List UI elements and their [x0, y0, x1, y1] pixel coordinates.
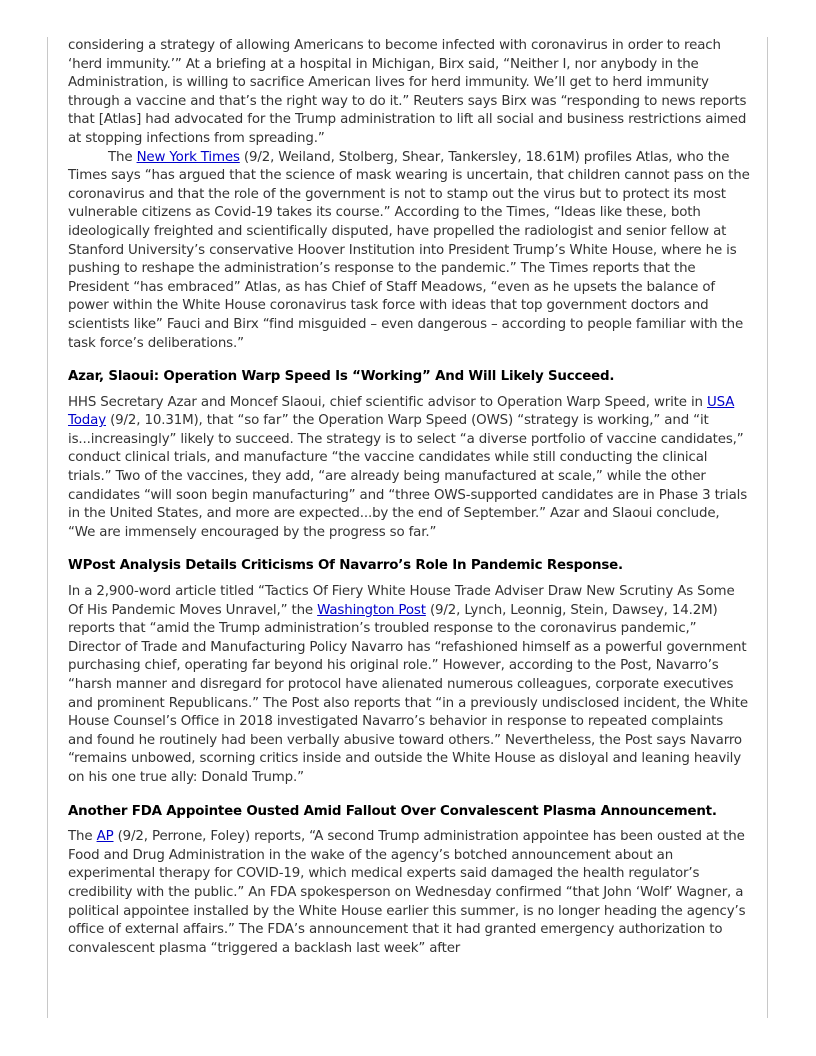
- paragraph-text: The: [68, 829, 97, 845]
- usa-today-link[interactable]: USA Today: [68, 394, 735, 429]
- ap-link[interactable]: AP: [96, 829, 114, 845]
- paragraph-text: (9/2, Perrone, Foley) reports, “A second Trump administration appointee has been ousted at the Food and Drug Administration in the wake of the agency’s botched announcement about an experimental therapy for COVID-19, which medical experts said damaged the health regulator’s credibility with the public.” An FDA spokesperson on Wednesday confirmed “that John ‘Wolf’ Wagner, a political appointee installed by the White House earlier this summer, is no longer heading the agency’s office of external affairs.” The FDA’s announcement that it had granted emergency authorization to convalescent plasma “triggered a backlash last week” after: [68, 829, 746, 956]
- article-headline: WPost Analysis Details Criticisms Of Navarro’s Role In Pandemic Response.: [68, 558, 623, 574]
- article-navarro: [68, 557, 750, 787]
- paragraph: [68, 394, 750, 543]
- paragraph-text: (9/2, 10.31M), that “so far” the Operation Warp Speed (OWS) “strategy is working,” and “it is...increasingly” likely to succeed. The strategy is to select “a diverse portfolio of vaccine candidates,” conduct clinical trials, and manufacture “the vaccine candidates while still conducting the clinical trials.” Two of the vaccines, they add, “are already being manufactured at scale,” while the other candidates “will soon begin manufacturing” and “three OWS-supported candidates are in Phase 3 trials in the United States, and more are expected...by the end of September.” Azar and Slaoui conclude, “We are immensely encouraged by the progress so far.”: [68, 413, 748, 540]
- article-fda-appointee: [68, 803, 750, 959]
- paragraph: [68, 828, 750, 958]
- washington-post-link[interactable]: Washington Post: [317, 602, 426, 618]
- paragraph-text: In a 2,900-word article titled “Tactics Of Fiery White House Trade Adviser Draw New Scrutiny As Some Of His Pandemic Moves Unravel,” the: [68, 584, 735, 618]
- paragraph-text: (9/2, Lynch, Leonnig, Stein, Dawsey, 14.2M) reports that “amid the Trump administration’s troubled response to the coronavirus pandemic,” Director of Trade and Manufacturing Policy Navarro has “refashioned himself as a powerful government purchasing chief, operating far beyond his original role.” However, according to the Post, Navarro’s “harsh manner and disregard for protocol have alienated numerous colleagues, corporate executives and prominent Republicans.” The Post also reports that “in a previously undisclosed incident, the White House Counsel’s Office in 2018 investigated Navarro’s behavior in response to repeated complaints and found he routinely had been verbally abusive toward others.” Nevertheless, the Post says Navarro “remains unbowed, scorning critics inside and outside the White House as disloyal and leaning heavily on his one true ally: Donald Trump.”: [68, 602, 748, 785]
- new-york-times-link[interactable]: New York Times: [136, 149, 240, 165]
- paragraph: [68, 149, 750, 354]
- article-headline: Another FDA Appointee Ousted Amid Fallout Over Convalescent Plasma Announcement.: [68, 803, 717, 819]
- paragraph: [68, 583, 750, 788]
- article-atlas-continuation: [68, 37, 750, 353]
- paragraph-text: considering a strategy of allowing Americans to become infected with coronavirus in order to reach ‘herd immunity.’” At a briefing at a hospital in Michigan, Birx said, “Neither I, nor anybody in the Administration, is willing to sacrifice American lives for herd immunity. We’ll get to herd immunity through a vaccine and that’s the right way to do it.” Reuters says Birx was “responding to news reports that [Atlas] had advocated for the Trump administration to lift all social and business restrictions aimed at stopping infections from spreading.”: [68, 38, 747, 146]
- paragraph-text: HHS Secretary Azar and Moncef Slaoui, chief scientific advisor to Operation Warp Speed, write in: [68, 394, 707, 410]
- document-body: [68, 37, 750, 958]
- article-operation-warp-speed: [68, 368, 750, 542]
- article-headline: Azar, Slaoui: Operation Warp Speed Is “Working” And Will Likely Succeed.: [68, 369, 615, 385]
- paragraph-text: The: [108, 149, 137, 165]
- paragraph-text: (9/2, Weiland, Stolberg, Shear, Tankersley, 18.61M) profiles Atlas, who the Times says “has argued that the science of mask wearing is uncertain, that children cannot pass on the coronavirus and that the role of the government is not to stamp out the virus but to protect its most vulnerable citizens as Covid-19 takes its course.” According to the Times, “Ideas like these, both ideologically freighted and scientifically disputed, have propelled the radiologist and senior fellow at Stanford University’s conservative Hoover Institution into President Trump’s White House, where he is pushing to reshape the administration’s response to the pandemic.” The Times reports that the President “has embraced” Atlas, as has Chief of Staff Meadows, “even as he upsets the balance of power within the White House coronavirus task force with ideas that top government doctors and scientists like” Fauci and Birx “find misguided – even dangerous – according to people familiar with the task force’s deliberations.”: [68, 149, 750, 351]
- paragraph: [68, 37, 750, 149]
